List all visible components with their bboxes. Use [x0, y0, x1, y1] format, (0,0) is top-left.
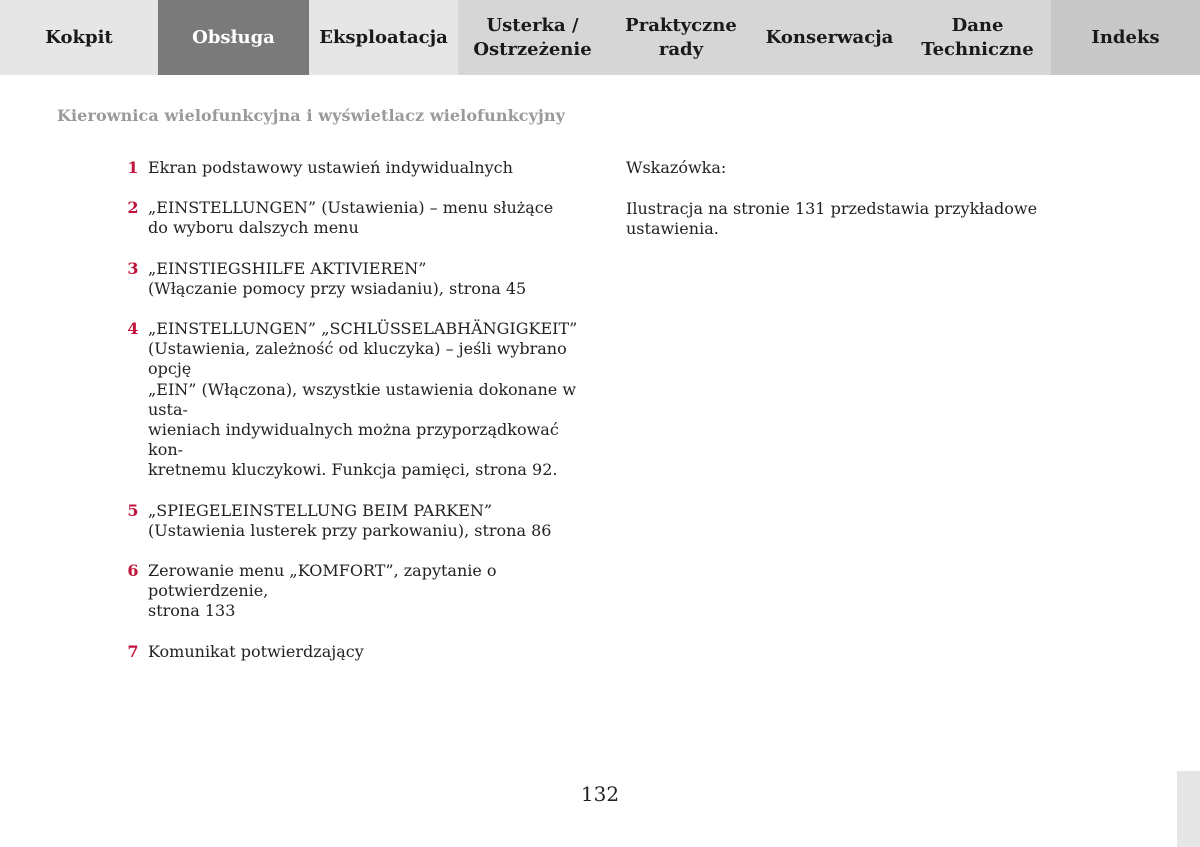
legend-list	[118, 158, 588, 682]
list-item	[118, 319, 588, 481]
list-item	[118, 158, 588, 178]
tab-kokpit[interactable]: Kokpit	[0, 0, 158, 75]
item-number: 7	[127, 641, 139, 661]
item-number: 2	[127, 198, 139, 218]
item-text: „EINSTIEGSHILFE AKTIVIEREN” (Włączanie pomocy przy wsiadaniu), strona 45	[148, 258, 527, 298]
list-item	[118, 501, 588, 541]
tab-konserwacja[interactable]: Konserwacja	[755, 0, 904, 75]
tab-usterka-ostrzezenie[interactable]: Usterka / Ostrzeżenie	[458, 0, 607, 75]
item-number: 5	[127, 500, 139, 520]
item-text: Zerowanie menu „KOMFORT”, zapytanie o potwierdzenie, strona 133	[148, 561, 497, 621]
item-text: „EINSTELLUNGEN” „SCHLÜSSELABHÄNGIGKEIT” (Ustawienia, zależność od kluczyka) – jeśli wybrano opcję „EIN” (Włączona), wszystkie ustawienia dokonane w usta- wieniach indywidualnych można przyporządkować kon- kretnemu kluczykowi. Funkcja pamięci, strona 92.	[148, 319, 578, 480]
list-item	[118, 642, 588, 662]
item-text: „EINSTELLUNGEN” (Ustawienia) – menu służące do wyboru dalszych menu	[148, 198, 554, 238]
item-text: Komunikat potwierdzający	[148, 641, 364, 661]
note-block	[626, 158, 1126, 240]
tab-eksploatacja[interactable]: Eksploatacja	[309, 0, 458, 75]
tab-obsluga[interactable]: Obsługa	[158, 0, 309, 75]
tab-praktyczne-rady[interactable]: Praktyczne rady	[607, 0, 755, 75]
item-text: „SPIEGELEINSTELLUNG BEIM PARKEN” (Ustawienia lusterek przy parkowaniu), strona 86	[148, 500, 552, 540]
section-title: Kierownica wielofunkcyjna i wyświetlacz wielofunkcyjny	[57, 106, 566, 125]
page-number: 132	[580, 782, 620, 806]
list-item	[118, 561, 588, 622]
list-item	[118, 259, 588, 299]
tab-indeks[interactable]: Indeks	[1051, 0, 1200, 75]
item-text: Ekran podstawowy ustawień indywidualnych	[148, 158, 513, 177]
item-number: 4	[127, 319, 139, 339]
chapter-tabs	[0, 0, 1200, 75]
item-number: 1	[127, 158, 139, 177]
side-tab-marker	[1177, 771, 1200, 847]
tab-dane-techniczne[interactable]: Dane Techniczne	[904, 0, 1051, 75]
item-number: 3	[127, 258, 139, 278]
item-number: 6	[127, 561, 139, 581]
note-label: Wskazówka:	[626, 158, 727, 177]
note-text: Ilustracja na stronie 131 przedstawia przykładowe ustawienia.	[626, 199, 1038, 239]
list-item	[118, 198, 588, 238]
